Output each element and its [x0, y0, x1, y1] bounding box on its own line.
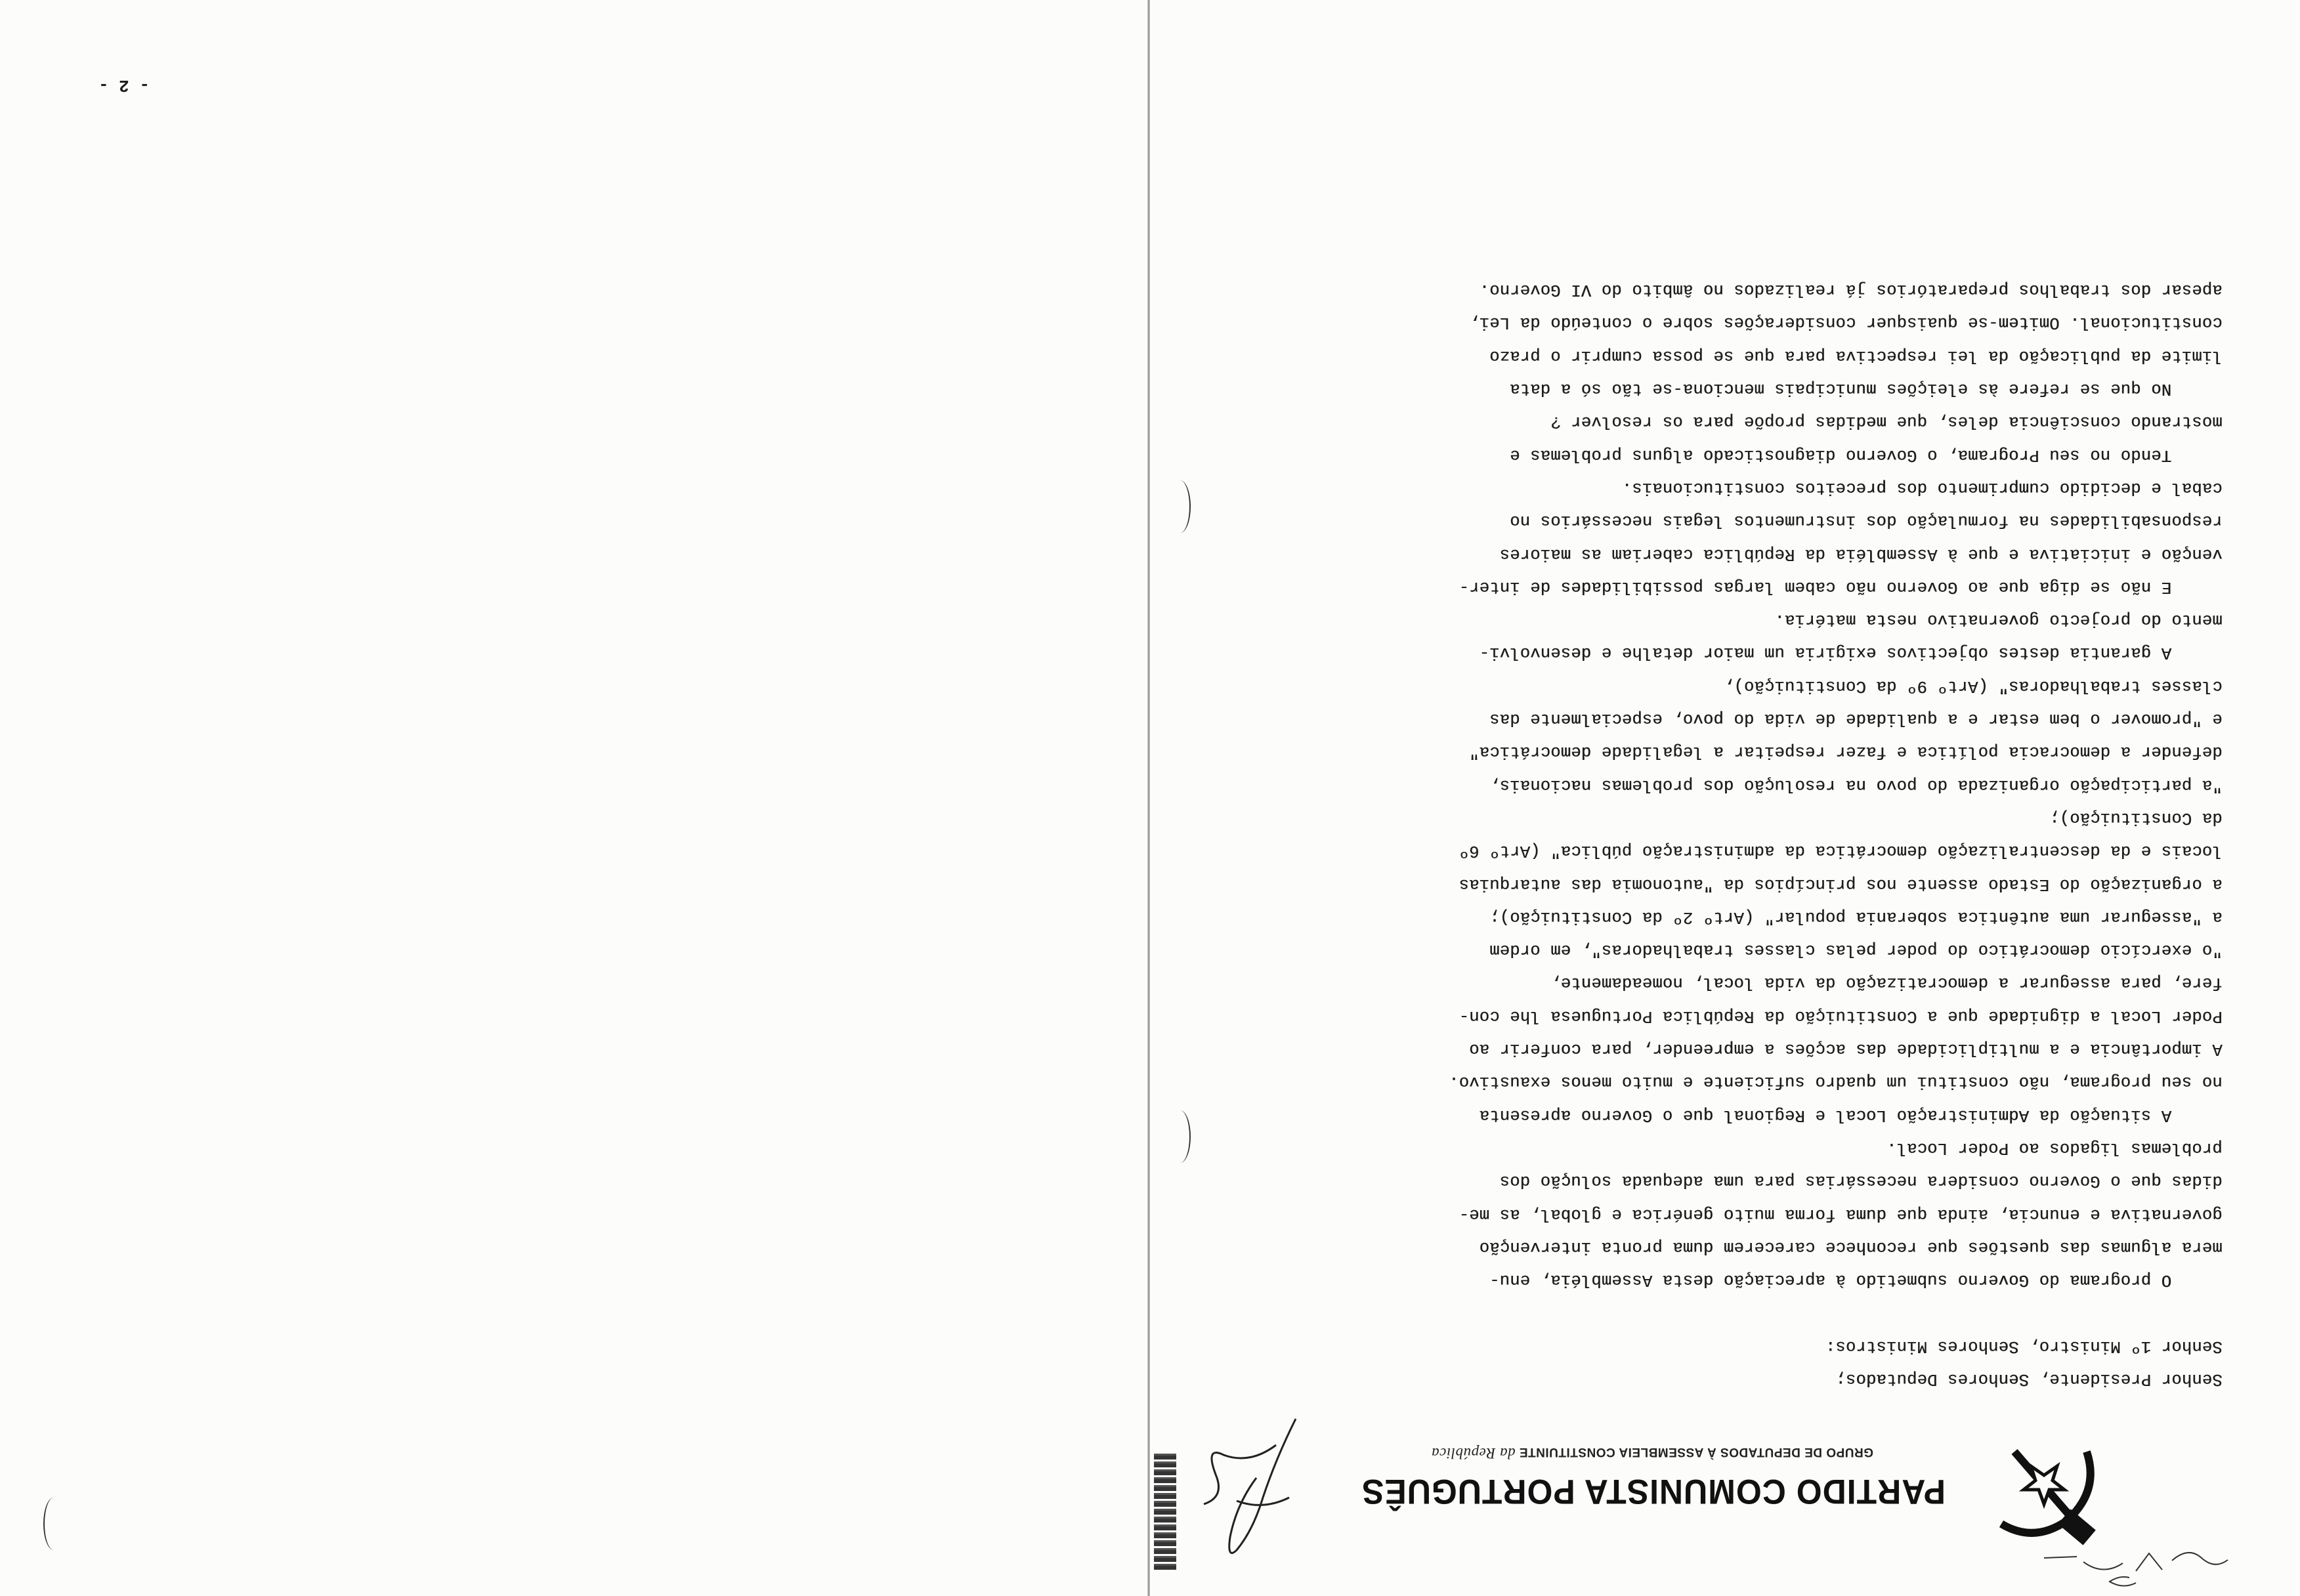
text-line: A situação da Administração Local e Regional que o Governo apresenta — [1479, 1105, 2223, 1125]
text-line: constitucional. Omitem-se quaisquer considerações sobre o conteúdo da Lei, — [1469, 313, 2223, 333]
text-line: didas que o Governo considera necessárias para uma adequada solução dos — [1499, 1171, 2223, 1191]
hammer-sickle-star-icon — [1975, 1425, 2113, 1550]
text-line: Tendo no seu Programa, o Governo diagnosticado alguns problemas e — [1510, 445, 2223, 465]
punch-hole-mark — [1170, 480, 1191, 533]
handwritten-reference-mark — [2037, 1544, 2234, 1589]
text-line: governativa e enuncia, ainda que duma forma muito genérica e global, as me- — [1459, 1204, 2223, 1224]
text-line: no seu programa, não constitui um quadro suficiente e muito menos exaustivo. — [1449, 1072, 2223, 1092]
text-line: Senhor 1º Ministro, Senhores Ministros: — [1825, 1336, 2223, 1356]
text-line: locais e da descentralização democrática da administração pública" (Artº 6º — [1459, 841, 2223, 861]
text-line: E não se diga que ao Governo não cabem largas possibilidades de inter- — [1459, 577, 2223, 597]
text-line: O programa do Governo submetido à apreciação desta Assembléia, enu- — [1489, 1270, 2223, 1290]
handwritten-signature — [1184, 1406, 1315, 1576]
page-1-body-text — [1449, 273, 2223, 1395]
text-line: e "promover o bem estar e a qualidade de vida do povo, especialmente das — [1489, 709, 2223, 729]
text-line: mera algumas das questões que reconhece carecerem duma pronta intervenção — [1479, 1237, 2223, 1257]
page-number: - 2 - — [98, 75, 150, 95]
document-page-1 — [1150, 0, 2300, 1596]
text-line: fere, para assegurar a democratização da vida local, nomeadamente, — [1550, 973, 2223, 993]
text-line: "a participação organizada do povo na resolução dos problemas nacionais, — [1489, 775, 2223, 795]
text-line: limite da publicação da lei respectiva para que se possa cumprir o prazo — [1489, 346, 2223, 366]
text-line: da Constituição); — [2049, 808, 2223, 828]
page-fold — [1147, 0, 1150, 1596]
group-prefix: GRUPO DE DEPUTADOS À ASSEMBLEIA CONSTITUINTE — [1519, 1445, 1873, 1459]
document-page-2 — [0, 0, 1147, 1596]
margin-ink-mark — [1154, 1452, 1176, 1570]
text-line — [1449, 1296, 2223, 1329]
text-line: responsabilidades na formulação dos instrumentos legais necessários no — [1510, 511, 2223, 531]
text-line: Senhor Presidente, Senhores Deputados; — [1835, 1370, 2223, 1389]
text-line: Poder Local a dignidade que a Constituição da República Portuguesa lhe con- — [1459, 1006, 2223, 1026]
text-line: A importância e a multiplicidade das acções a empreender, para conferir ao — [1469, 1040, 2223, 1059]
punch-hole-mark — [1170, 1110, 1191, 1163]
text-line: No que se refere às eleições municipais menciona-se tão só a data — [1510, 379, 2223, 399]
punch-hole-mark — [43, 1498, 64, 1550]
text-line: classes trabalhadoras" (Artº 9º da Constituição), — [1724, 676, 2223, 696]
text-line: a organização do Estado assente nos princípios da "autonomia das autarquias — [1459, 874, 2223, 894]
text-line: a "assegurar uma autêntica soberania popular" (Artº 2º da Constituição); — [1489, 907, 2223, 927]
text-line: cabal e decidido cumprimento dos preceitos constitucionais. — [1621, 478, 2223, 497]
text-line: venção e iniciativa e que à Assembléia da República caberiam as maiores — [1499, 544, 2223, 564]
group-suffix: da República — [1431, 1445, 1516, 1461]
text-line: problemas ligados ao Poder Local. — [1886, 1138, 2223, 1158]
text-line: mento do projecto governativo nesta matéria. — [1774, 610, 2223, 630]
party-name-heading: PARTIDO COMUNISTA PORTUGUÊS — [1361, 1472, 1946, 1511]
parliamentary-group-subheading — [1432, 1444, 1873, 1461]
text-line: "o exercício democrático do poder pelas classes trabalhadoras", em ordem — [1489, 940, 2223, 960]
text-line: defender a democracia política e fazer respeitar a legalidade democrática" — [1469, 742, 2223, 762]
text-line: A garantia destes objectivos exigiria um maior detalhe e desenvolvi- — [1479, 643, 2223, 663]
text-line: mostrando consciência deles, que medidas propõe para os resolver ? — [1550, 412, 2223, 432]
text-line: apesar dos trabalhos preparatórios já realizados no âmbito do VI Governo. — [1479, 280, 2223, 300]
